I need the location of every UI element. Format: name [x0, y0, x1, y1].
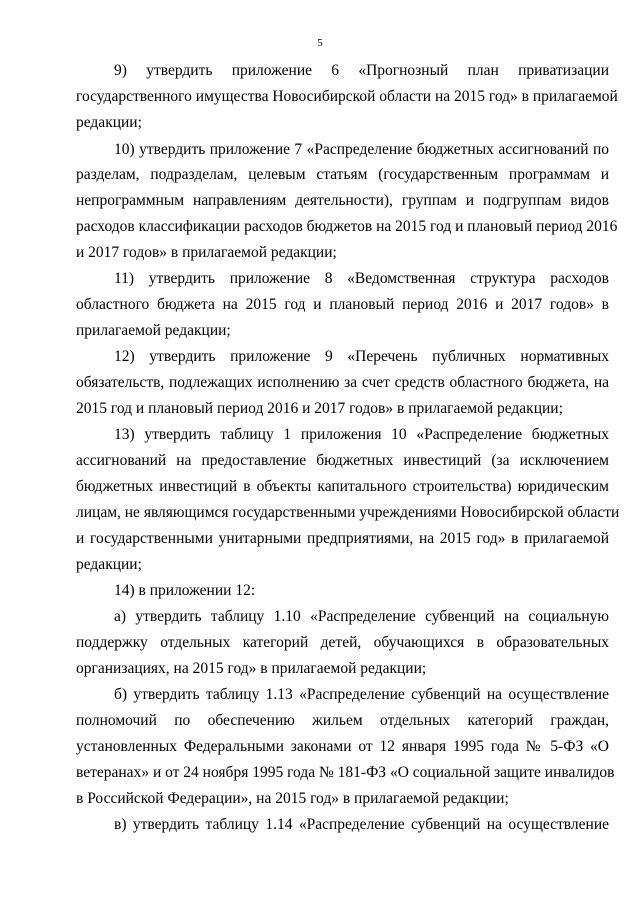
text-line: 2015 год и плановый период 2016 и 2017 годов» в прилагаемой редакции;	[76, 400, 563, 417]
text-line: прилагаемой редакции;	[76, 322, 231, 339]
text-line: организациях, на 2015 год» в прилагаемой редакции;	[76, 660, 427, 677]
text-line: 11) утвердить приложение 8 «Ведомственная структура расходов	[114, 270, 609, 287]
text-line: редакции;	[76, 114, 142, 131]
text-line: лицам, не являющимся государственными учреждениями Новосибирской области	[76, 504, 620, 521]
text-line: и 2017 годов» в прилагаемой редакции;	[76, 244, 337, 261]
text-line: ассигнований на предоставление бюджетных инвестиций (за исключением	[76, 452, 609, 469]
text-line: б) утвердить таблицу 1.13 «Распределение субвенций на осуществление	[114, 686, 609, 703]
text-line: обязательств, подлежащих исполнению за счет средств областного бюджета, на	[76, 374, 609, 391]
text-line: 9) утвердить приложение 6 «Прогнозный план приватизации	[114, 62, 609, 79]
text-line: редакции;	[76, 556, 142, 573]
text-line: 13) утвердить таблицу 1 приложения 10 «Распределение бюджетных	[114, 426, 609, 443]
text-line: а) утвердить таблицу 1.10 «Распределение субвенций на социальную	[114, 608, 609, 625]
text-line: поддержку отдельных категорий детей, обучающихся в образовательных	[76, 634, 609, 651]
text-line: областного бюджета на 2015 год и плановый период 2016 и 2017 годов» в	[76, 296, 609, 313]
text-line: в) утвердить таблицу 1.14 «Распределение субвенций на осуществление	[114, 816, 609, 833]
text-line: полномочий по обеспечению жильем отдельных категорий граждан,	[76, 712, 609, 729]
text-line: установленных Федеральными законами от 12 января 1995 года № 5-ФЗ «О	[76, 738, 609, 755]
text-line: государственного имущества Новосибирской области на 2015 год» в прилагаемой	[76, 88, 618, 105]
text-line: 10) утвердить приложение 7 «Распределение бюджетных ассигнований по	[114, 141, 609, 158]
text-line: и государственными унитарными предприятиями, на 2015 год» в прилагаемой	[76, 530, 609, 547]
text-line: непрограммным направлениям деятельности), группам и подгруппам видов	[76, 192, 609, 209]
text-line: бюджетных инвестиций в объекты капитального строительства) юридическим	[76, 478, 609, 495]
text-line: разделам, подразделам, целевым статьям (государственным программам и	[76, 166, 609, 183]
text-line: 12) утвердить приложение 9 «Перечень публичных нормативных	[114, 348, 609, 365]
text-line: ветеранах» и от 24 ноября 1995 года № 181-ФЗ «О социальной защите инвалидов	[76, 764, 615, 781]
page-number: 5	[317, 37, 323, 49]
text-line: 14) в приложении 12:	[114, 582, 256, 599]
text-line: в Российской Федерации», на 2015 год» в прилагаемой редакции;	[76, 790, 509, 807]
text-line: расходов классификации расходов бюджетов на 2015 год и плановый период 2016	[76, 218, 618, 235]
